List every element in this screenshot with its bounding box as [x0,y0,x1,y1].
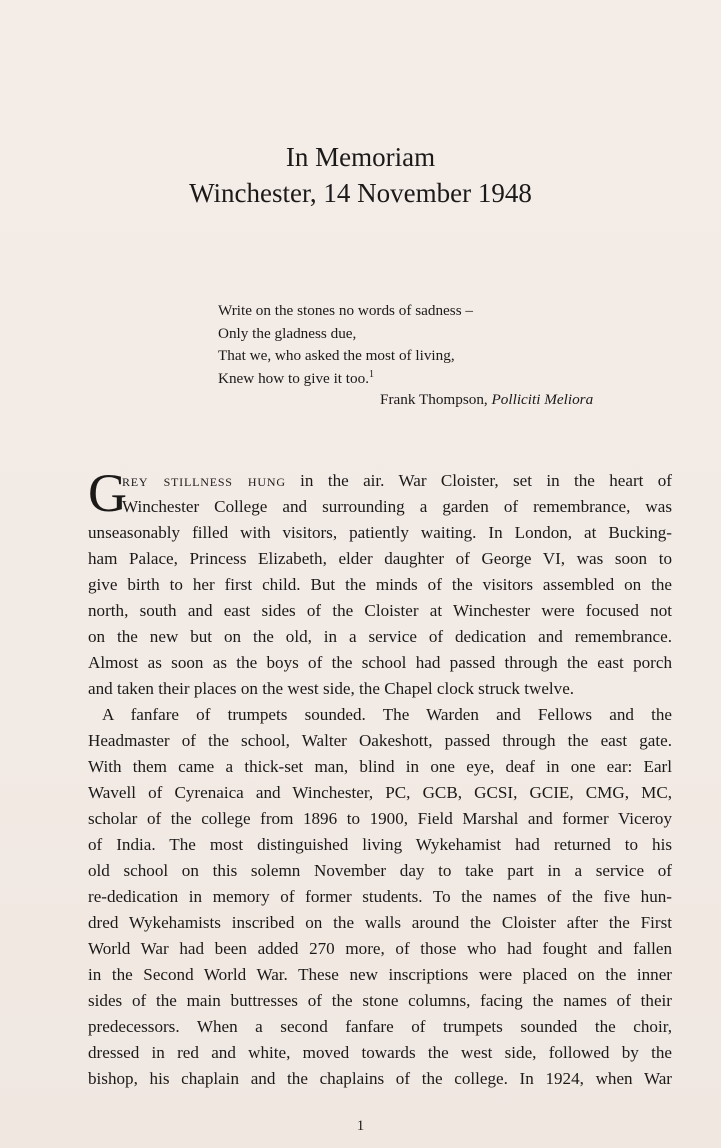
text-line: ham Palace, Princess Elizabeth, elder daughter of George VI, was soon to [88,549,672,568]
text-line: Wavell of Cyrenaica and Winchester, PC, GCB, GCSI, GCIE, CMG, MC, [88,783,672,802]
text-line: north, south and east sides of the Cloister at Winchester were focused not [88,601,672,620]
epigraph-work: Polliciti Meliora [491,391,594,408]
text-line: and taken their places on the west side, the Chapel clock struck twelve. [88,679,575,698]
text-line: Almost as soon as the boys of the school had passed through the east porch [88,653,672,672]
epigraph-line: That we, who asked the most of living, [218,347,455,364]
text-line: dred Wykehamists inscribed on the walls around the Cloister after the First [88,913,672,932]
text-line: With them came a thick-set man, blind in one eye, deaf in one ear: Earl [88,757,672,776]
text-line: bishop, his chaplain and the chaplains of the college. In 1924, when War [88,1069,672,1088]
epigraph-line: Write on the stones no words of sadness – [218,302,474,319]
text-line-rest: in the air. War Cloister, set in the heart of [285,471,672,490]
text-line: predecessors. When a second fanfare of trumpets sounded the choir, [88,1017,672,1036]
text-line: A fanfare of trumpets sounded. The Warden and Fellows and the [102,705,672,724]
epigraph-attribution [380,391,593,409]
text-line: unseasonably filled with visitors, patiently waiting. In London, at Bucking- [88,523,672,542]
chapter-subtitle: Winchester, 14 November 1948 [189,178,532,208]
text-line: dressed in red and white, moved towards the west side, followed by the [88,1043,672,1062]
text-line: Winchester College and surrounding a garden of remembrance, was [122,497,672,516]
text-line [88,468,672,494]
text-line: Headmaster of the school, Walter Oakeshott, passed through the east gate. [88,731,672,750]
page-number: 1 [356,1118,365,1134]
lead-in-smallcaps: rey stillness hung [122,471,286,490]
drop-cap: G [88,463,127,523]
text-line: of India. The most distinguished living Wykehamist had returned to his [88,835,672,854]
chapter-title: In Memoriam [285,142,436,172]
text-line: give birth to her first child. But the minds of the visitors assembled on the [88,575,672,594]
epigraph [218,300,628,390]
epigraph-author: Frank Thompson, [380,391,488,408]
text-line: on the new but on the old, in a service of dedication and remembrance. [88,627,672,646]
body-text [88,463,672,1092]
text-line: sides of the main buttresses of the stone columns, facing the names of their [88,991,672,1010]
epigraph-line-text: Knew how to give it too. [218,369,370,387]
text-line: old school on this solemn November day to take part in a service of [88,861,672,880]
text-line: re-dedication in memory of former students. To the names of the five hun- [88,887,672,906]
epigraph-line: Only the gladness due, [218,324,357,342]
footnote-marker[interactable]: 1 [369,368,375,380]
text-line: scholar of the college from 1896 to 1900, Field Marshal and former Viceroy [88,809,672,828]
text-line: World War had been added 270 more, of those who had fought and fallen [88,939,672,958]
epigraph-line [218,368,628,391]
text-line: in the Second World War. These new inscriptions were placed on the inner [88,965,672,984]
